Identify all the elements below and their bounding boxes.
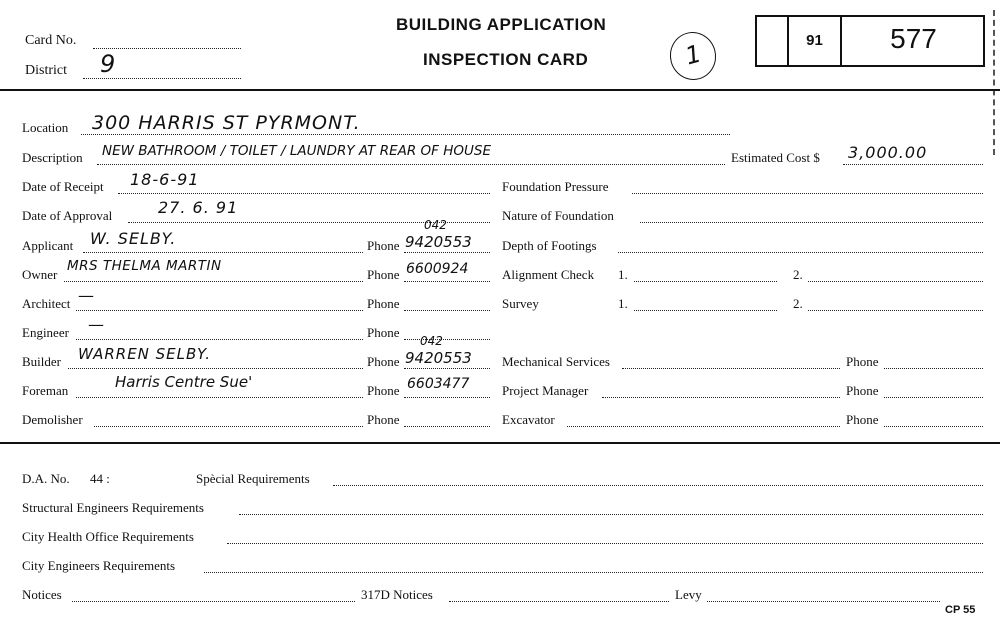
project-manager-dots	[602, 397, 840, 398]
project-manager-label: Project Manager	[502, 383, 589, 398]
foreman-phone-label: Phone	[367, 383, 400, 398]
da-no-value: 44 :	[90, 471, 110, 486]
location-dots	[81, 134, 730, 135]
nature-foundation-label: Nature of Foundation	[502, 208, 614, 223]
architect-label: Architect	[22, 296, 71, 311]
owner-dots	[64, 281, 363, 282]
survey-label: Survey	[502, 296, 539, 311]
card-no-dots	[93, 48, 241, 49]
architect-dots	[76, 310, 363, 311]
structural-requirements-label: Structural Engineers Requirements	[22, 500, 204, 515]
circled-number-mark	[665, 27, 722, 85]
engineer-label: Engineer	[22, 325, 69, 340]
engineer-phone-dots	[404, 339, 490, 340]
survey-dots-2	[808, 310, 983, 311]
project-manager-phone-label: Phone	[846, 383, 879, 398]
builder-phone-value: 9420553	[405, 349, 472, 367]
notices-317d-dots	[449, 601, 669, 602]
health-requirements-dots	[227, 543, 983, 544]
foreman-label: Foreman	[22, 383, 69, 398]
demolisher-phone-dots	[404, 426, 490, 427]
excavator-phone-dots	[884, 426, 983, 427]
levy-label: Levy	[675, 587, 702, 602]
card-no-label: Card No.	[25, 33, 77, 48]
demolisher-dots	[94, 426, 363, 427]
date-approval-value: 27. 6. 91	[158, 198, 239, 217]
location-label: Location	[22, 120, 69, 135]
depth-footings-dots	[618, 252, 983, 253]
architect-phone-label: Phone	[367, 296, 400, 311]
demolisher-phone-label: Phone	[367, 412, 400, 427]
alignment-check-label: Alignment Check	[502, 267, 595, 282]
engineer-phone-label: Phone	[367, 325, 400, 340]
engineer-value: —	[88, 315, 105, 334]
levy-dots	[707, 601, 940, 602]
excavator-dots	[567, 426, 840, 427]
description-label: Description	[22, 150, 83, 165]
mechanical-phone-label: Phone	[846, 354, 879, 369]
estimated-cost-label: Estimated Cost $	[731, 150, 820, 165]
builder-value: WARREN SELBY.	[78, 345, 212, 363]
alignment-check-one: 1.	[618, 267, 628, 282]
top-divider	[0, 89, 1000, 91]
applicant-dots	[83, 252, 363, 253]
foreman-value: Harris Centre Sue'	[115, 373, 253, 391]
survey-dots-1	[634, 310, 777, 311]
city-engineers-requirements-label: City Engineers Requirements	[22, 558, 176, 573]
location-value: 300 HARRIS ST PYRMONT.	[92, 112, 361, 134]
date-receipt-value: 18-6-91	[130, 170, 200, 189]
alignment-check-dots-2	[808, 281, 983, 282]
applicant-phone-dots	[404, 252, 490, 253]
alignment-check-dots-1	[634, 281, 777, 282]
da-no-label: D.A. No.	[22, 471, 70, 486]
estimated-cost-value: 3,000.00	[848, 143, 928, 162]
owner-phone-dots	[404, 281, 490, 282]
survey-one: 1.	[618, 296, 628, 311]
builder-phone-note: 042	[420, 334, 443, 348]
circled-number-value: 1	[682, 39, 706, 71]
depth-footings-label: Depth of Footings	[502, 238, 597, 253]
notices-dots	[72, 601, 355, 602]
builder-label: Builder	[22, 354, 61, 369]
title-line1: BUILDING APPLICATION	[396, 15, 607, 34]
district-label: District	[25, 63, 67, 78]
architect-phone-dots	[404, 310, 490, 311]
description-value: NEW BATHROOM / TOILET / LAUNDRY AT REAR OF HOUSE	[102, 143, 491, 159]
applicant-value: W. SELBY.	[90, 229, 177, 248]
date-receipt-dots	[118, 193, 490, 194]
district-value: 9	[100, 50, 117, 78]
special-requirements-label: Spècial Requirements	[196, 471, 310, 486]
middle-divider	[0, 442, 1000, 444]
city-engineers-requirements-dots	[204, 572, 983, 573]
applicant-phone-value: 9420553	[405, 233, 472, 251]
notices-label: Notices	[22, 587, 62, 602]
foreman-phone-value: 6603477	[407, 376, 470, 392]
date-approval-label: Date of Approval	[22, 208, 113, 223]
excavator-label: Excavator	[502, 412, 555, 427]
owner-phone-label: Phone	[367, 267, 400, 282]
applicant-phone-label: Phone	[367, 238, 400, 253]
foundation-pressure-dots	[632, 193, 983, 194]
applicant-phone-note: 042	[424, 218, 447, 232]
engineer-dots	[76, 339, 363, 340]
builder-phone-label: Phone	[367, 354, 400, 369]
alignment-check-two: 2.	[793, 267, 803, 282]
survey-two: 2.	[793, 296, 803, 311]
title-line2: INSPECTION CARD	[423, 50, 589, 69]
applicant-label: Applicant	[22, 238, 74, 253]
mechanical-services-label: Mechanical Services	[502, 354, 610, 369]
description-dots	[97, 164, 725, 165]
health-requirements-label: City Health Office Requirements	[22, 529, 194, 544]
owner-label: Owner	[22, 267, 58, 282]
excavator-phone-label: Phone	[846, 412, 879, 427]
mechanical-phone-dots	[884, 368, 983, 369]
owner-value: MRS THELMA MARTIN	[67, 258, 222, 274]
nature-foundation-dots	[640, 222, 983, 223]
structural-requirements-dots	[239, 514, 983, 515]
special-requirements-dots	[333, 485, 983, 486]
district-dots	[83, 78, 241, 79]
foreman-phone-dots	[404, 397, 490, 398]
owner-phone-value: 6600924	[406, 261, 469, 277]
demolisher-label: Demolisher	[22, 412, 83, 427]
foundation-pressure-label: Foundation Pressure	[502, 179, 609, 194]
estimated-cost-dots	[843, 164, 983, 165]
project-manager-phone-dots	[884, 397, 983, 398]
form-code: CP 55	[945, 604, 976, 616]
date-receipt-label: Date of Receipt	[22, 179, 104, 194]
card-number-box	[755, 15, 985, 67]
notices-317d-label: 317D Notices	[361, 587, 433, 602]
architect-value: —	[78, 286, 95, 305]
builder-phone-dots	[404, 368, 490, 369]
foreman-dots	[76, 397, 363, 398]
builder-dots	[68, 368, 363, 369]
mechanical-services-dots	[622, 368, 840, 369]
right-edge-mark	[993, 10, 995, 155]
box-number: 577	[890, 23, 937, 54]
box-prefix: 91	[806, 32, 823, 49]
